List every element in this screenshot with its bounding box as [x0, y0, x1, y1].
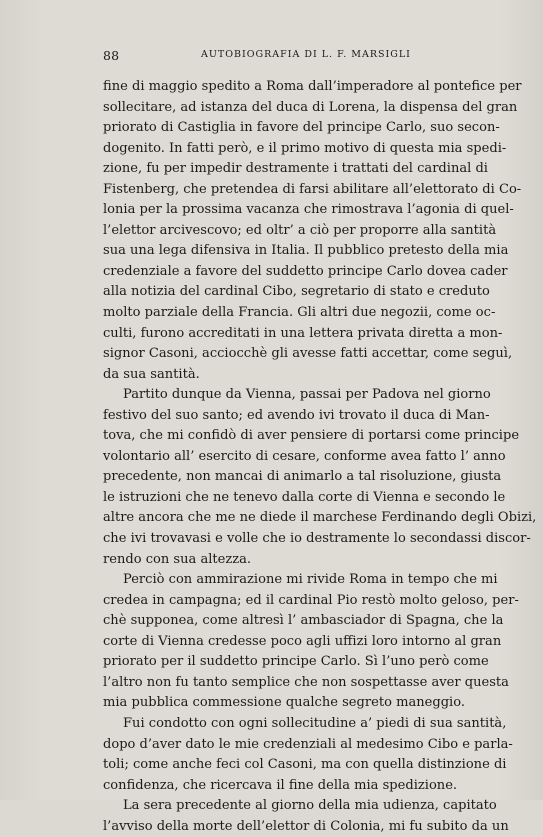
- running-head: AUTOBIOGRAFIA DI L. F. MARSIGLI: [201, 49, 411, 60]
- text-line: toli; come anche feci col Casoni, ma con quella distinzione di: [103, 757, 507, 773]
- text-line: precedente, non mancai di animarlo a tal risoluzione, giusta: [103, 469, 502, 485]
- text-line: l’avviso della morte dell’elettor di Colonia, mi fu subito da un: [103, 818, 509, 834]
- text-line: altre ancora che me ne diede il marchese Ferdinando degli Obizi,: [103, 510, 537, 526]
- text-line: La sera precedente al giorno della mia udienza, capitato: [123, 798, 497, 814]
- text-line: lonia per la prossima vacanza che rimostrava l’agonia di quel-: [103, 202, 514, 218]
- text-line: l’altro non fu tanto semplice che non sospettasse aver questa: [103, 674, 509, 690]
- text-line: alla notizia del cardinal Cibo, segretario di stato e creduto: [103, 284, 490, 300]
- text-line: corte di Vienna credesse poco agli uffizi loro intorno al gran: [103, 633, 502, 649]
- text-line: credea in campagna; ed il cardinal Pio restò molto geloso, per-: [103, 592, 519, 608]
- text-line: culti, furono accreditati in una lettera privata diretta a mon-: [103, 325, 503, 341]
- page-number: 88: [103, 48, 120, 63]
- text-line: chè supponea, come altresì l’ ambasciador di Spagna, che la: [103, 613, 504, 629]
- text-line: zione, fu per impedir destramente i trattati del cardinal di: [103, 161, 488, 177]
- text-line: dopo d’aver dato le mie credenziali al medesimo Cibo e parla-: [103, 736, 513, 752]
- body-text: [103, 77, 537, 837]
- text-line: credenziale a favore del suddetto principe Carlo dovea cader: [103, 263, 508, 279]
- page-header: [103, 48, 487, 64]
- text-line: festivo del suo santo; ed avendo ivi trovato il duca di Man-: [103, 407, 490, 423]
- text-line: Fistenberg, che pretendea di farsi abilitare all’elettorato di Co-: [103, 181, 522, 197]
- text-line: priorato per il suddetto principe Carlo. Sì l’uno però come: [103, 654, 489, 670]
- text-line: da sua santità.: [103, 366, 200, 382]
- text-line: mia pubblica commessione qualche segreto maneggio.: [103, 695, 466, 711]
- text-line: che ivi trovavasi e volle che io destramente lo secondassi discor-: [103, 531, 531, 547]
- text-line: confidenza, che ricercava il fine della mia spedizione.: [103, 777, 458, 793]
- text-line: Partito dunque da Vienna, passai per Padova nel giorno: [123, 387, 491, 403]
- text-line: Fui condotto con ogni sollecitudine a’ piedi di sua santità,: [123, 715, 507, 731]
- text-line: tova, che mi confidò di aver pensiere di portarsi come principe: [103, 428, 520, 444]
- text-line: sua una lega difensiva in Italia. Il pubblico pretesto della mia: [103, 243, 509, 259]
- text-line: le istruzioni che ne tenevo dalla corte di Vienna e secondo le: [103, 489, 506, 505]
- text-line: priorato di Castiglia in favore del principe Carlo, suo secon-: [103, 120, 500, 136]
- text-line: dogenito. In fatti però, e il primo motivo di questa mia spedi-: [103, 140, 507, 156]
- text-line: l’elettor arcivescovo; ed oltr’ a ciò per proporre alla santità: [103, 222, 497, 238]
- text-line: volontario all’ esercito di cesare, conforme avea fatto l’ anno: [103, 448, 506, 464]
- text-line: sollecitare, ad istanza del duca di Lorena, la dispensa del gran: [103, 99, 518, 115]
- text-line: rendo con sua altezza.: [103, 551, 252, 567]
- text-line: molto parziale della Francia. Gli altri due negozii, come oc-: [103, 305, 496, 321]
- text-line: fine di maggio spedito a Roma dall’imperadore al pontefice per: [103, 79, 522, 94]
- text-line: signor Casoni, acciocchè gli avesse fatti accettar, come seguì,: [103, 346, 513, 362]
- text-line: Perciò con ammirazione mi rivide Roma in tempo che mi: [123, 572, 498, 588]
